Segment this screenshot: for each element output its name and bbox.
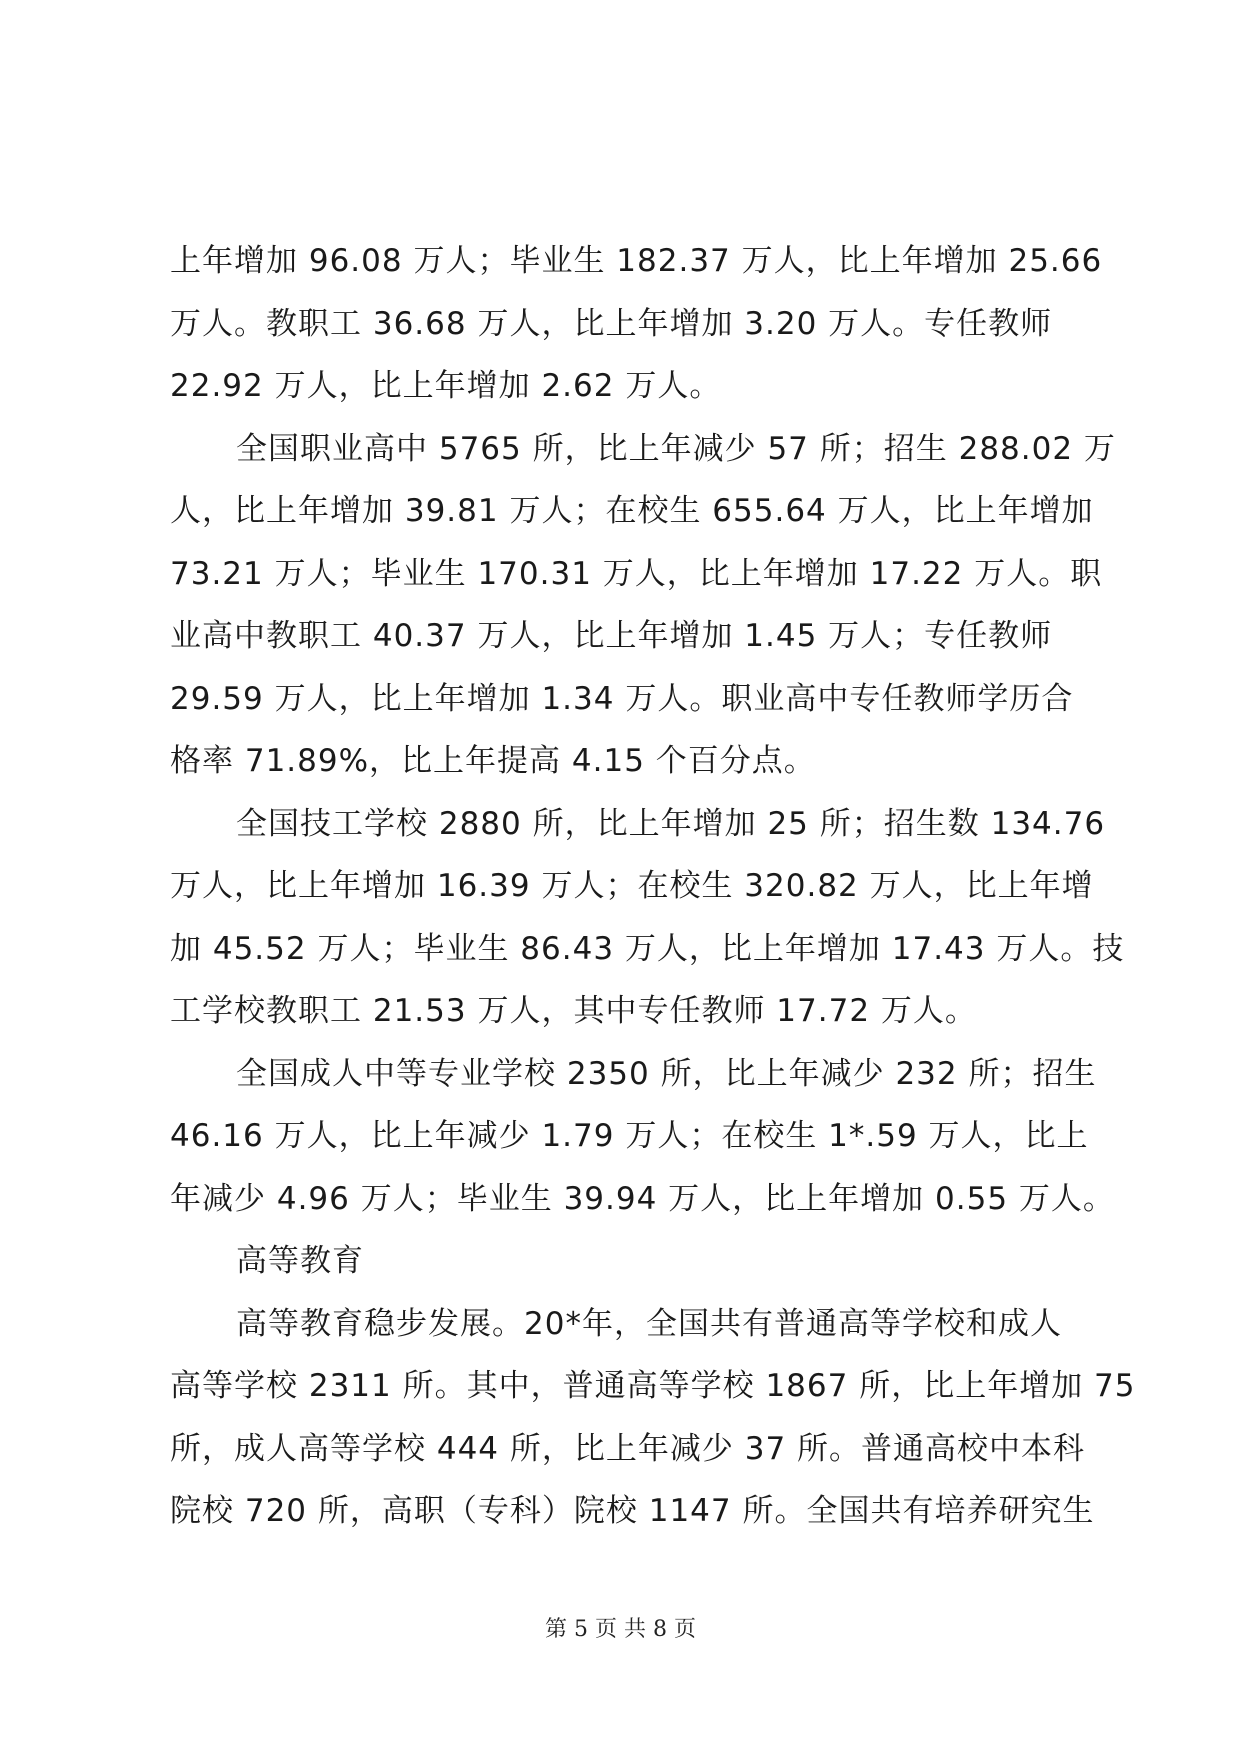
paragraph-start-line: 全国技工学校 2880 所，比上年增加 25 所；招生数 134.76 <box>236 805 1106 842</box>
paragraph-start-line: 全国职业高中 5765 所，比上年减少 57 所；招生 288.02 万 <box>236 430 1116 467</box>
text-line: 万人。教职工 36.68 万人，比上年增加 3.20 万人。专任教师 <box>170 305 1053 342</box>
text-line: 年减少 4.96 万人；毕业生 39.94 万人，比上年增加 0.55 万人。 <box>170 1180 1115 1217</box>
paragraph-start-line: 全国成人中等专业学校 2350 所，比上年减少 232 所；招生 <box>236 1055 1097 1092</box>
text-line: 业高中教职工 40.37 万人，比上年增加 1.45 万人；专任教师 <box>170 618 1053 654</box>
text-line: 加 45.52 万人；毕业生 86.43 万人，比上年增加 17.43 万人。技 <box>170 930 1125 967</box>
text-line: 院校 720 所，高职（专科）院校 1147 所。全国共有培养研究生 <box>170 1493 1095 1529</box>
section-heading: 高等教育 <box>236 1243 364 1279</box>
text-line: 上年增加 96.08 万人；毕业生 182.37 万人，比上年增加 25.66 <box>170 243 1103 279</box>
text-line: 人，比上年增加 39.81 万人；在校生 655.64 万人，比上年增加 <box>170 493 1094 529</box>
page-footer <box>0 1612 1241 1643</box>
text-line: 高等学校 2311 所。其中，普通高等学校 1867 所，比上年增加 75 <box>170 1368 1136 1404</box>
text-line: 所，成人高等学校 444 所，比上年减少 37 所。普通高校中本科 <box>170 1430 1086 1467</box>
text-line: 46.16 万人，比上年减少 1.79 万人；在校生 1*.59 万人，比上 <box>170 1118 1089 1154</box>
text-line: 工学校教职工 21.53 万人，其中专任教师 17.72 万人。 <box>170 993 977 1029</box>
body-text <box>170 230 1136 1543</box>
text-line: 万人，比上年增加 16.39 万人；在校生 320.82 万人，比上年增 <box>170 868 1094 904</box>
paragraph-start-line: 高等教育稳步发展。20*年，全国共有普通高等学校和成人 <box>236 1305 1062 1342</box>
text-line: 格率 71.89%，比上年提高 4.15 个百分点。 <box>170 743 816 779</box>
page-number: 第 5 页 共 8 页 <box>545 1617 696 1642</box>
text-line: 22.92 万人，比上年增加 2.62 万人。 <box>170 368 722 404</box>
text-line: 73.21 万人；毕业生 170.31 万人，比上年增加 17.22 万人。职 <box>170 555 1103 592</box>
text-line: 29.59 万人，比上年增加 1.34 万人。职业高中专任教师学历合 <box>170 680 1074 717</box>
